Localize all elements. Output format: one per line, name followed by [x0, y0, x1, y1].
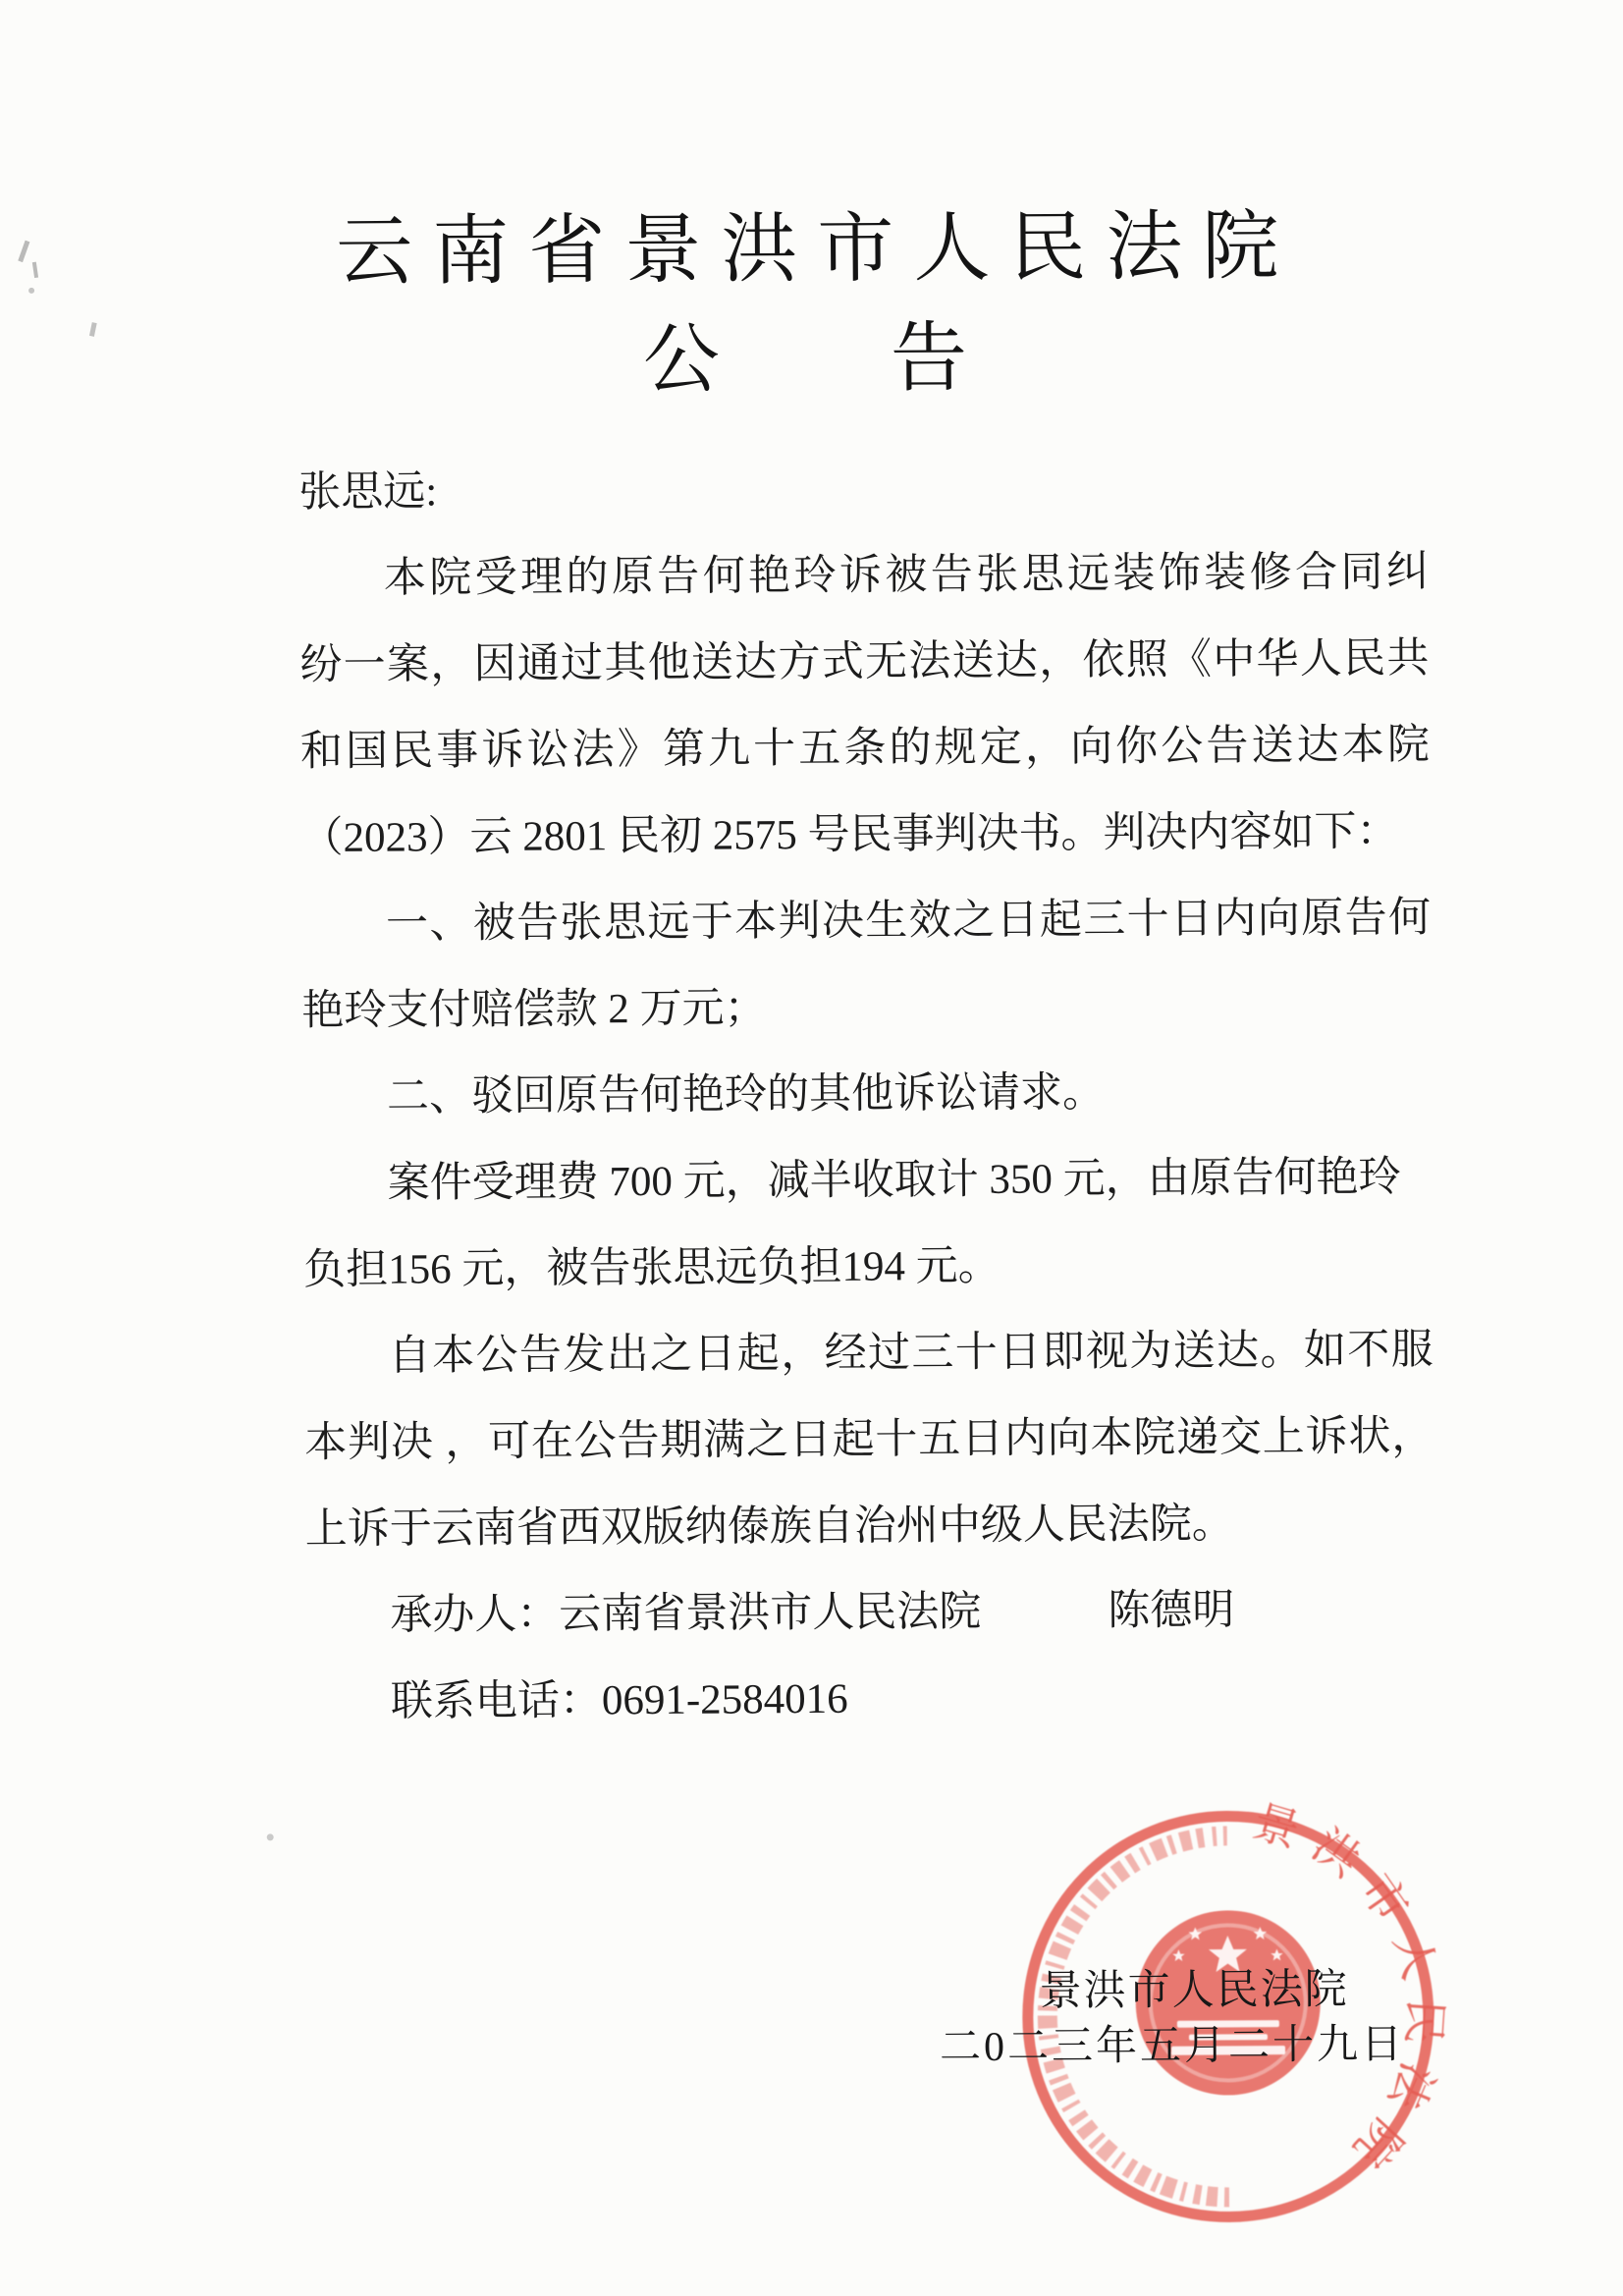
document-body — [298, 443, 1435, 1746]
document-line: 二、驳回原告何艳玲的其他诉讼请求。 — [386, 1069, 1106, 1121]
seal-ring-text: 景洪市人民法院 — [1247, 1795, 1451, 2189]
signature-court-name: 景洪市人民法院 — [1039, 1966, 1349, 2015]
scan-smudge — [28, 288, 34, 294]
document-line: 联系电话：0691-2584016 — [390, 1675, 848, 1725]
signature-date: 二0二三年五月二十九日 — [939, 2022, 1406, 2071]
document-line: 本判决 ，可在公告期满之日起十五日内向本院递交上诉状， — [304, 1413, 1434, 1467]
document-line: 案件受理费 700 元，减半收取计 350 元，由原告何艳玲 — [387, 1154, 1401, 1207]
page-title: 云南省景洪市人民法院 — [336, 202, 1299, 295]
scan-smudge — [267, 1833, 274, 1840]
document-line: （2023）云 2801 民初 2575 号民事判决书。判决内容如下： — [300, 808, 1399, 862]
document-line: 艳玲支付赔偿款 2 万元； — [301, 985, 767, 1035]
document-line: 承办人：云南省景洪市人民法院 陈德明 — [390, 1587, 1235, 1639]
document-line: 纷一案，因通过其他送达方式无法送达，依照《中华人民共 — [299, 635, 1430, 689]
document-line: 自本公告发出之日起，经过三十日即视为送达。如不服 — [388, 1327, 1434, 1380]
document-line: 上诉于云南省西双版纳傣族自治州中级人民法院。 — [304, 1501, 1234, 1554]
document-line: 本院受理的原告何艳玲诉被告张思远装饰装修合同纠 — [383, 549, 1430, 602]
document-line: 一、被告张思远于本判决生效之日起三十日内向原告何 — [385, 895, 1432, 948]
doc-type-title: 公 告 — [642, 314, 974, 404]
document-line: 负担156 元，被告张思远负担194 元。 — [303, 1242, 1001, 1294]
document-line: 张思远: — [298, 468, 438, 517]
document-line: 和国民事诉讼法》第九十五条的规定，向你公告送达本院 — [299, 722, 1431, 776]
